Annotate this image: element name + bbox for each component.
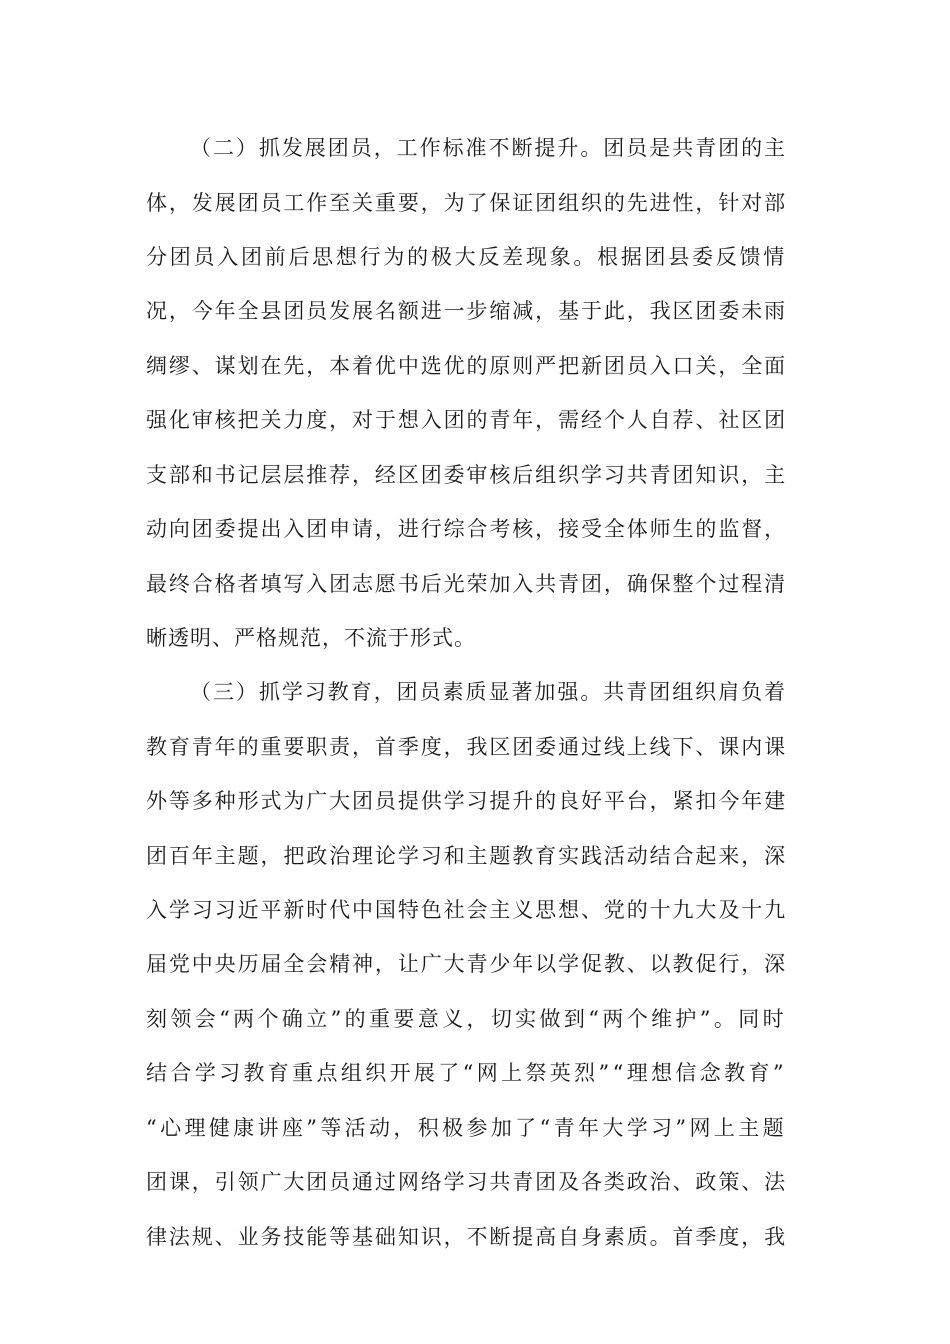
paragraph-line: 团课，引领广大团员通过网络学习共青团及各类政治、政策、法 — [146, 1170, 787, 1194]
paragraph-line: 动向团委提出入团申请，进行综合考核，接受全体师生的监督， — [146, 517, 787, 541]
paragraph-line: 刻领会“两个确立”的重要意义，切实做到“两个维护”。同时 — [146, 1007, 787, 1031]
paragraph-line: 支部和书记层层推荐，经区团委审核后组织学习共青团知识，主 — [146, 463, 787, 487]
paragraph-line: （二）抓发展团员，工作标准不断提升。团员是共青团的主 — [190, 136, 787, 160]
paragraph-line: 结合学习教育重点组织开展了“网上祭英烈”“理想信念教育” — [146, 1061, 787, 1085]
paragraph-line: （三）抓学习教育，团员素质显著加强。共青团组织肩负着 — [190, 680, 787, 704]
paragraph-line: 律法规、业务技能等基础知识，不断提高自身素质。首季度，我 — [146, 1225, 787, 1249]
paragraph-line: 绸缪、谋划在先，本着优中选优的原则严把新团员入口关，全面 — [146, 354, 787, 378]
paragraph-line: 强化审核把关力度，对于想入团的青年，需经个人自荐、社区团 — [146, 408, 787, 432]
paragraph-line: 分团员入团前后思想行为的极大反差现象。根据团县委反馈情 — [146, 245, 787, 269]
paragraph-line: 入学习习近平新时代中国特色社会主义思想、党的十九大及十九 — [146, 898, 787, 922]
paragraph-line: 团百年主题，把政治理论学习和主题教育实践活动结合起来，深 — [146, 844, 787, 868]
paragraph-line: 况，今年全县团员发展名额进一步缩减，基于此，我区团委未雨 — [146, 299, 787, 323]
paragraph-line: 教育青年的重要职责，首季度，我区团委通过线上线下、课内课 — [146, 735, 787, 759]
paragraph-line: 体，发展团员工作至关重要，为了保证团组织的先进性，针对部 — [146, 191, 787, 215]
paragraph-line: 晰透明、严格规范，不流于形式。 — [146, 626, 476, 650]
paragraph-line: “心理健康讲座”等活动，积极参加了“青年大学习”网上主题 — [146, 1116, 787, 1140]
paragraph-line: 届党中央历届全会精神，让广大青少年以学促教、以教促行，深 — [146, 952, 787, 976]
paragraph-line: 外等多种形式为广大团员提供学习提升的良好平台，紧扣今年建 — [146, 789, 787, 813]
paragraph-line: 最终合格者填写入团志愿书后光荣加入共青团，确保整个过程清 — [146, 572, 787, 596]
